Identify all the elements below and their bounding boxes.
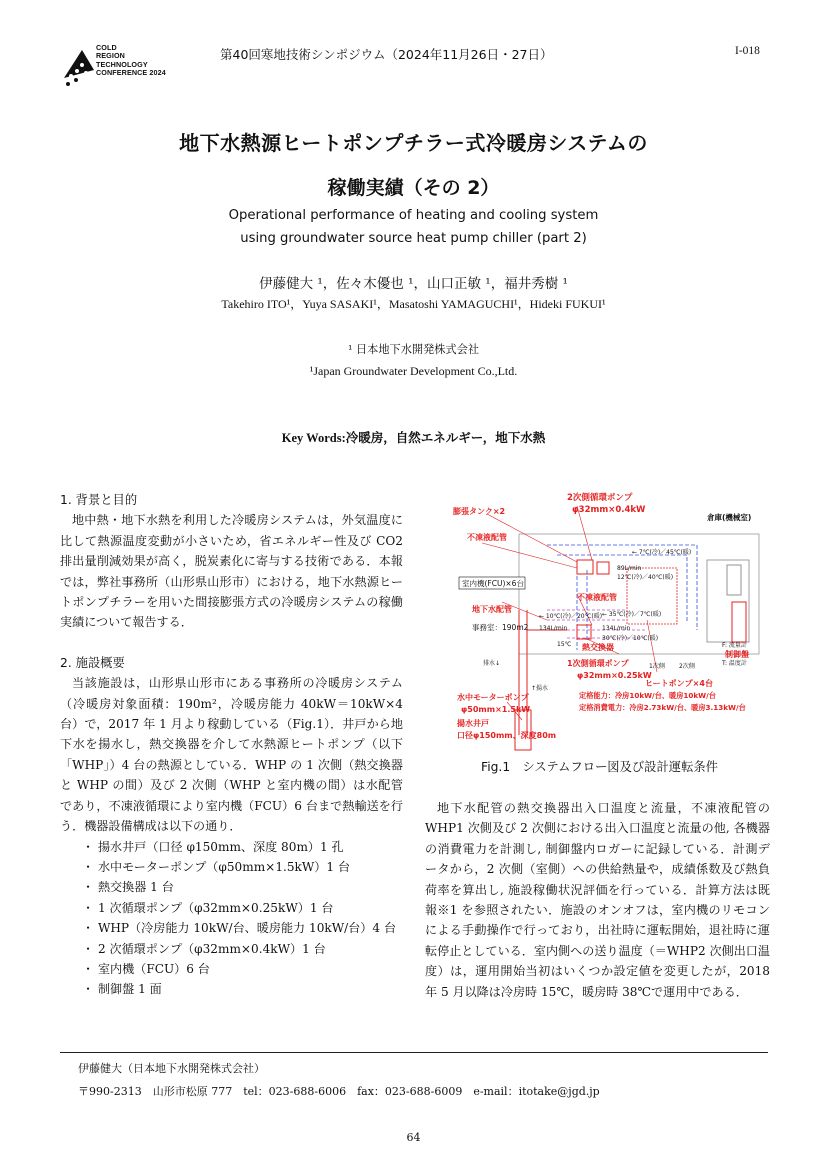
title-en-line2: using groundwater source heat pump chiller (part 2)	[240, 231, 587, 246]
equipment-item: ・ WHP（冷房能力 10kW/台、暖房能力 10kW/台）4 台	[82, 921, 397, 936]
label-flow2: 134L/min	[539, 625, 568, 632]
label-pump2: 2次側循環ポンプ	[567, 493, 633, 503]
title-en-line1: Operational performance of heating and cooling system	[228, 208, 599, 223]
warehouse-room	[707, 560, 749, 642]
equipment-item: ・ 1 次循環ポンプ（φ32mm×0.25kW）1 台	[82, 900, 334, 915]
label-well: 揚水井戸	[457, 719, 489, 728]
keywords: Key Words:冷暖房，自然エネルギー，地下水熱	[281, 431, 546, 445]
equipment-item: ・ 制御盤 1 面	[82, 982, 162, 997]
equipment-item: ・ 室内機（FCU）6 台	[82, 961, 210, 976]
authors-en: Takehiro ITO¹，Yuya SASAKI¹，Masatoshi YAMAGUCHI¹，Hideki FUKUI¹	[221, 297, 606, 311]
title-ja-line2: 稼働実績（その 2）	[327, 177, 500, 199]
equipment-item: ・ 揚水井戸（口径 φ150mm、深度 80m）1 孔	[82, 839, 344, 854]
label-antifreeze-mid: 不凍液配管	[577, 593, 617, 602]
logo-line: TECHNOLOGY	[96, 59, 148, 69]
figure-caption: Fig.1 システムフロー図及び設計運転条件	[481, 760, 718, 774]
section2-continued: 地下水配管の熱交換器出入口温度と流量，不凍液配管の WHP1 次側及び 2 次側における出入口温度と流量の他, 各機器の消費電力を計測し, 制御盤内ロガーに記録している．計測データから，2 次側（室側）への供給熱量や，成績係数及び熱負荷率を算出し, 施設稼働状況評価を行っている．計算方法は既報※1 を参照されたい．施設のオンオフは，室内機のリモコンによる手動操作で行っており，出社時に運転開始，退社時に運転停止としている．室内側への送り温度（＝WHP2 次側出口温度）は，運用開始当初はいくつか設定値を変更したが，2018 年 5 月以降は冷房時 15℃，暖房時 38℃で運用中である．	[425, 801, 770, 999]
conference-logo	[62, 40, 192, 90]
equipment-item: ・ 水中モーターポンプ（φ50mm×1.5kW）1 台	[82, 859, 351, 874]
label-drain: 排水↓	[483, 660, 501, 667]
label-pump1: 1次側循環ポンプ	[567, 659, 629, 668]
expansion-tank	[577, 560, 593, 574]
left-column	[60, 490, 403, 1000]
paper-id: I-018	[735, 45, 760, 57]
page-number: 64	[406, 1131, 421, 1144]
section1-body: 地中熱・地下水熱を利用した冷暖房システムは，外気温度に比して熱源温度変動が小さいため，省エネルギー性及び CO2 排出量削減効果が高く，脱炭素化に寄与する技術である．本報では，弊社事務所（山形県山形市）における，地下水熱源ヒートポンプチラーを用いた間接膨張方式の冷暖房システムの稼働実績について報告する．	[60, 513, 403, 630]
well-shaft	[515, 710, 531, 750]
affiliation-ja: ¹ 日本地下水開発株式会社	[347, 343, 480, 356]
label-hx: 熱交換器	[582, 643, 614, 652]
label-hp: ヒートポンプ×4台	[645, 679, 713, 688]
label-well-spec: 口径φ150mm、深度80m	[457, 731, 557, 740]
label-submersible: 水中モーターポンプ	[457, 693, 529, 702]
logo-line: CONFERENCE 2024	[96, 68, 166, 78]
label-flow3: 134L/min	[602, 625, 631, 632]
label-antifreeze-top: 不凍液配管	[467, 533, 507, 542]
label-submersible-spec: φ50mm×1.5kW	[461, 705, 531, 714]
label-temp5: 30℃(冷)／10℃(暖)	[602, 635, 659, 642]
section2-body: 当該施設は，山形県山形市にある事務所の冷暖房システム（冷暖房対象面積：190m²，冷暖房能力 40kW＝10kW×4 台）で，2017 年 1 月より稼動している（Fig.1）．井戸から地下水を揚水し，熱交換器を介して水熱源ヒートポンプ（以下「WHP」）4 台の熱源としている．WHP の 1 次側（熱交換器と WHP の間）及び 2 次側（WHP と室内機の間）は水配管であり，不凍液循環により室内機（FCU）6 台まで熱輸送を行う．機器設備構成は以下の通り．	[60, 676, 403, 834]
label-warehouse: 倉庫(機械室)	[707, 513, 752, 522]
label-temp4: ← 35℃(冷)／7℃(暖)	[602, 611, 662, 618]
logo-line: REGION	[96, 51, 125, 61]
equipment-item: ・ 2 次循環ポンプ（φ32mm×0.4kW）1 台	[82, 941, 326, 956]
label-flow1: 89L/min	[617, 565, 642, 572]
label-flowmeter: F: 流量計	[722, 642, 747, 649]
label-side2: 2次側	[679, 663, 695, 670]
label-pump1-spec: φ32mm×0.25kW	[577, 671, 652, 680]
label-temp6: 15℃	[557, 641, 572, 648]
label-control: 制御盤	[725, 650, 749, 659]
system-flow-figure	[427, 490, 772, 770]
label-side1: 1次側	[649, 663, 665, 670]
label-gw-pipe: 地下水配管	[472, 605, 512, 614]
affiliation-en: ¹Japan Groundwater Development Co.,Ltd.	[309, 364, 518, 378]
symposium-header: 第40回寒地技術シンポジウム（2024年11月26日・27日）	[220, 47, 553, 62]
label-rated-cap: 定格能力：冷房10kW/台、暖房10kW/台	[579, 691, 716, 700]
label-tank: 膨張タンク×2	[453, 507, 506, 516]
control-panel	[732, 602, 746, 642]
logo-line: COLD	[96, 43, 117, 52]
heat-exchanger	[577, 625, 591, 639]
authors-ja: 伊藤健大 ¹，佐々木優也 ¹，山口正敏 ¹，福井秀樹 ¹	[259, 276, 568, 292]
label-rated-pow: 定格消費電力：冷房2.73kW/台、暖房3.13kW/台	[579, 703, 746, 712]
footnote-author: 伊藤健大（日本地下水開発株式会社）	[78, 1062, 265, 1075]
label-pump2-spec: φ32mm×0.4kW	[572, 505, 646, 515]
label-thermo: T: 温度計	[722, 660, 747, 667]
label-temp1: ← 7℃(冷)／45℃(暖)	[632, 549, 692, 556]
label-fcu: 室内機(FCU)×6台	[462, 579, 524, 588]
label-temp3: ← 10℃(冷)／20℃(暖)	[539, 613, 603, 620]
title-ja-line1: 地下水熱源ヒートポンプチラー式冷暖房システムの	[179, 131, 648, 155]
equipment-item: ・ 熱交換器 1 台	[82, 880, 174, 895]
label-pumpup: ↑揚水	[531, 685, 549, 692]
right-column	[425, 798, 770, 1002]
footnote-address: 〒990-2313 山形市松原 777 tel：023-688-6006 fax：023-688-6009 e-mail：itotake@jgd.jp	[78, 1085, 600, 1098]
section2-heading: 2. 施設概要	[60, 655, 125, 670]
label-office: 事務室：190m2	[472, 623, 529, 632]
section1-heading: 1. 背景と目的	[60, 493, 138, 507]
footnote-divider	[60, 1052, 768, 1053]
logo-mark-icon	[62, 40, 96, 90]
label-temp2: 12℃(冷)／40℃(暖)	[617, 574, 674, 581]
